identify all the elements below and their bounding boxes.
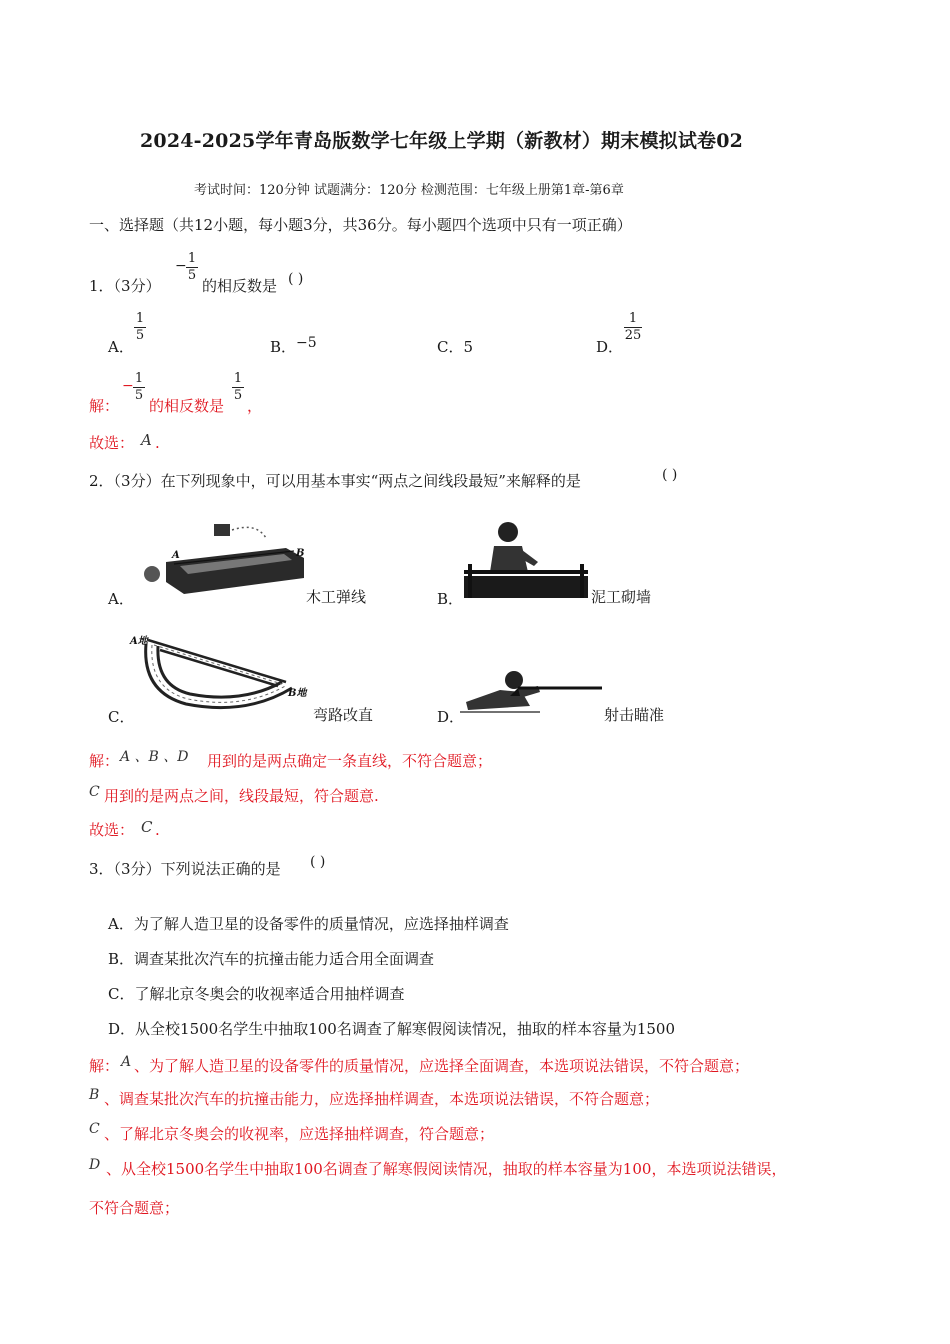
q3-option-a: A．为了解人造卫星的设备零件的质量情况，应选择抽样调查 <box>108 915 509 933</box>
q1-option-c: C．5 <box>437 338 474 356</box>
q1-minus: − <box>175 258 187 274</box>
figure-curved-road <box>126 632 326 716</box>
q1-option-a-fraction <box>134 312 146 343</box>
section-heading: 一、选择题（共12小题，每小题3分，共36分。每小题四个选项中只有一项正确） <box>89 216 632 234</box>
q3-solution-var-c: C <box>89 1121 100 1137</box>
denominator: 5 <box>134 388 144 403</box>
q1-option-b-value: −5 <box>296 335 317 351</box>
q1-answer-label: 故选： <box>89 434 135 452</box>
q3-solution-var-d: D <box>89 1157 101 1173</box>
q1-solution-fraction2 <box>232 372 244 403</box>
q3-solution-var-a: A <box>121 1054 132 1070</box>
q1-solution-minus: − <box>122 378 134 394</box>
q2-option-a-label: A． <box>108 590 134 608</box>
q2-answer: C <box>141 818 153 836</box>
q2-option-c-caption: 弯路改直 <box>313 706 374 724</box>
q2-text: 2．（3分）在下列现象中，可以用基本事实“两点之间线段最短”来解释的是 <box>89 472 581 490</box>
q2-option-a-caption: 木工弹线 <box>306 588 367 606</box>
q3-option-b: B．调查某批次汽车的抗撞击能力适合用全面调查 <box>108 950 435 968</box>
denominator: 5 <box>135 328 145 343</box>
q1-prefix: 1．（3分） <box>89 277 161 295</box>
q1-numerator: 1 <box>187 251 197 266</box>
q3-text: 3．（3分）下列说法正确的是 <box>89 860 281 878</box>
q3-solution-d: 、从全校1500名学生中抽取100名调查了解寒假阅读情况，抽取的样本容量为100，本选项说法错误， <box>106 1160 787 1178</box>
q3-solution-a: 、为了解人造卫星的设备零件的质量情况，应选择全面调查，本选项说法错误，不符合题意； <box>134 1057 750 1075</box>
denominator: 5 <box>233 388 243 403</box>
figure-shooter <box>460 666 606 718</box>
q2-answer-label: 故选： <box>89 821 135 839</box>
q3-paren: ( ) <box>310 854 326 870</box>
fig-straight-center <box>154 645 282 684</box>
fig-head <box>498 522 518 542</box>
q3-option-c: C．了解北京冬奥会的收视率适合用抽样调查 <box>108 985 405 1003</box>
q1-answer-end: . <box>155 434 160 452</box>
q2-option-c-label: C． <box>108 708 135 726</box>
q3-solution-b: 、调查某批次汽车的抗撞击能力，应选择抽样调查，本选项说法错误，不符合题意； <box>104 1090 660 1108</box>
fig-head <box>505 671 523 689</box>
numerator: 1 <box>135 311 145 326</box>
q2-solution-var-c: C <box>89 784 100 800</box>
q3-solution-c: 、了解北京冬奥会的收视率，应选择抽样调查，符合题意； <box>104 1125 495 1143</box>
q2-option-d-label: D． <box>437 708 465 726</box>
page-title: 2024-2025学年青岛版数学七年级上学期（新教材）期末模拟试卷02 <box>140 130 744 152</box>
q1-paren: ( ) <box>288 271 304 287</box>
q3-option-d: D．从全校1500名学生中抽取100名调查了解寒假阅读情况，抽取的样本容量为1500 <box>108 1020 676 1038</box>
exam-info: 考试时间：120分钟 试题满分：120分 检测范围：七年级上册第1章-第6章 <box>194 183 624 198</box>
q2-solution-line1: 用到的是两点确定一条直线，不符合题意； <box>207 752 493 770</box>
q1-fraction <box>186 252 198 283</box>
numerator: 1 <box>628 311 638 326</box>
fig-straight-bottom <box>160 650 278 686</box>
fig-string <box>464 570 588 574</box>
fig-label-a: A <box>172 550 180 561</box>
q1-solution-label: 解： <box>89 397 120 415</box>
fig-post-right <box>580 564 584 598</box>
figure-carpenter-line <box>136 520 316 600</box>
q1-denominator: 5 <box>187 268 197 283</box>
numerator: 1 <box>233 371 243 386</box>
q1-option-b-label: B． <box>270 338 297 356</box>
fig-label-b: B <box>296 548 305 559</box>
fig-wall <box>464 576 588 598</box>
numerator: 1 <box>134 371 144 386</box>
q1-option-a-label: A． <box>108 338 134 356</box>
q3-solution-label: 解： <box>89 1057 120 1075</box>
fig-post-left <box>468 564 472 598</box>
fig-block <box>214 524 230 536</box>
q1-option-d-label: D． <box>596 338 624 356</box>
q2-solution-line2: 用到的是两点之间，线段最短，符合题意. <box>104 787 379 805</box>
denominator: 25 <box>624 328 642 343</box>
fig-label-b-place: B地 <box>288 688 307 699</box>
q1-answer: A <box>141 431 152 449</box>
q2-option-b-caption: 泥工砌墙 <box>591 588 652 606</box>
fig-straight-top <box>148 640 286 682</box>
fig-line <box>232 527 266 538</box>
q1-solution-fraction <box>133 372 145 403</box>
fig-road-inner <box>158 646 282 697</box>
fig-label-a-place: A地 <box>130 636 148 647</box>
q3-solution-var-b: B <box>89 1087 100 1103</box>
q2-solution-vars: A 、B 、D <box>120 749 189 765</box>
fig-hand <box>144 566 160 582</box>
figure-bricklayer <box>462 518 592 604</box>
q1-option-d-fraction <box>624 312 642 343</box>
q2-answer-end: . <box>155 821 160 839</box>
q1-solution-text: 的相反数是 <box>149 397 225 415</box>
q3-solution-d-continued: 不符合题意； <box>89 1199 180 1217</box>
q2-paren: ( ) <box>662 467 678 483</box>
q2-option-d-caption: 射击瞄准 <box>604 706 665 724</box>
q2-solution-label: 解： <box>89 752 120 770</box>
q1-solution-end: ， <box>247 397 263 415</box>
q2-option-b-label: B． <box>437 590 464 608</box>
q1-suffix: 的相反数是 <box>202 277 278 295</box>
